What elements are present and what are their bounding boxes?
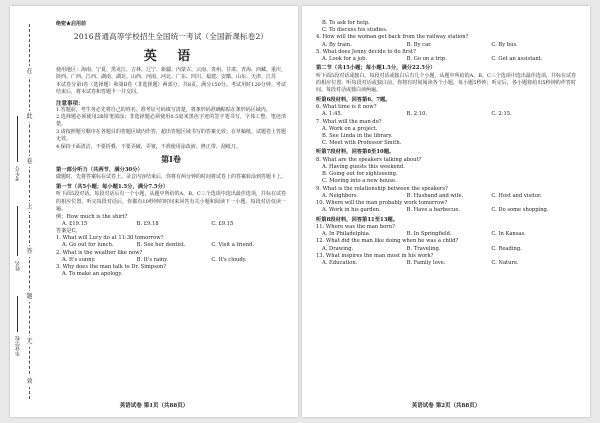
option: A. Neighbors. <box>322 192 359 199</box>
exam-number-field-label: 考生号 <box>15 166 21 181</box>
name-field-label: 姓名 <box>15 261 21 271</box>
option: A. Having guests this weekend. <box>322 164 405 171</box>
section-heading: 第二节（共15小题；每小题1.5分，满分22.5分） <box>316 65 436 72</box>
option: A. £19.15 <box>62 220 88 227</box>
option: B. Go on a trip. <box>406 56 447 63</box>
notice-item: 3.请按照题号顺序在各题目的答题区域内作答，超出答题区域书写的答案无效；在草稿纸、试题卷上答题无效。 <box>56 128 286 143</box>
question-6-options <box>316 111 576 118</box>
binding-char: 题 <box>26 293 33 300</box>
binding-char: 卷 <box>26 158 33 165</box>
question-11-options <box>316 231 576 238</box>
question-9: 9. What is the relationship between the speakers? <box>316 185 448 192</box>
section-description: 听下面5段对话。每段对话后有一个小题，从题中所给的A、B、C三个选项中选出最佳选项，并标在试卷的相应位置。听完每段对话后，你都有10秒钟的时间来回答有关小题和阅读下一小题。每段对话仅读一遍。 <box>56 191 286 213</box>
section-description: 听下面5段对话或独白。每段对话或独白后有几个小题，从题中所给的A、B、C三个选项中选出最佳选项，并标在试卷的相应位置。听每段对话或独白前，你将有时间阅读各个小题，每小题5秒钟；听完后，各小题将给出5秒钟的作答时间。每段对话或独白读两遍。 <box>316 72 576 94</box>
question-4: 4. How will the woman get back from the railway station? <box>316 34 469 41</box>
question-5-options <box>316 56 576 63</box>
binding-char: 答 <box>26 248 33 255</box>
exam-title: 2016普通高等学校招生全国统一考试（全国新课标卷2） <box>73 32 269 41</box>
option: A. Work in his garden. <box>322 207 381 214</box>
option: C. 2:15. <box>491 111 512 118</box>
notice-item: 1.答题前，考生务必先将自己的姓名、准考证号码填写清楚，将条形码准确粘贴在条形码区域内。 <box>56 106 271 113</box>
option: A. It's sunny. <box>62 256 96 263</box>
option: C. By bus. <box>491 41 518 48</box>
section-heading: 第一节（共5小题；每小题1.5分，满分7.5分） <box>56 183 169 190</box>
name-field-line <box>17 206 18 256</box>
part-title: 第Ⅰ卷 <box>161 154 181 165</box>
exam-page-1 <box>10 6 298 417</box>
question-12: 12. What did the man like doing when he was a child? <box>316 238 459 245</box>
question-13-options <box>316 260 576 267</box>
option: A. Look for a job. <box>322 56 368 63</box>
binding-char: 上 <box>26 203 33 210</box>
question-2: 2. What is the weather like now? <box>56 249 143 256</box>
option: C. Reading. <box>491 245 522 252</box>
option: B. Traveling. <box>406 245 441 252</box>
question-4-options <box>316 42 576 49</box>
option: C. It's cloudy. <box>211 256 247 263</box>
option: A. Drawing. <box>322 245 354 252</box>
binding-char: 无 <box>26 338 33 345</box>
example-question: 例：How much is the shirt? <box>56 213 128 220</box>
example-options <box>56 221 286 228</box>
option: B. By car. <box>406 41 432 48</box>
question-3: 3. Why does the man talk to Dr. Simpson? <box>56 263 167 270</box>
school-field-label: 毕业学校 <box>15 336 21 356</box>
option: A. By train. <box>322 41 352 48</box>
notice-heading: 注意事项： <box>56 100 84 107</box>
binding-char: 此 <box>26 113 33 120</box>
option: A. Go out for lunch. <box>62 242 114 249</box>
question-9-options <box>316 193 576 200</box>
page-footer: 英语试卷 第1页（共88页） <box>119 403 189 409</box>
option: B. In Springfield. <box>406 231 452 238</box>
option: C. In Kansas. <box>491 231 526 238</box>
regions-text: 使用地区：海南、宁夏、黑龙江、吉林、辽宁、新疆、内蒙古、云南、贵州、甘肃、青海、西藏、重庆、陕西、广西、江西、湖南、湖北、山西、河南、河北、广东、四川、福建、安徽、山东、天津、江苏 <box>56 67 287 81</box>
example-answer: 答案是C。 <box>56 227 81 234</box>
option: C. Moving into a new house. <box>322 178 397 185</box>
question-10-options <box>316 207 576 214</box>
option: B. Going out for sightseeing. <box>322 171 398 178</box>
option: B. Have a barbecue. <box>406 207 461 214</box>
option: B. See Linda in the library. <box>322 133 393 140</box>
option: B. £9.18 <box>136 220 159 227</box>
question-5: 5. What does Jenny decide to do first? <box>316 48 416 55</box>
section-description: 做题时，先将答案标在试卷上。录音内容结束后，你将有两分钟的时间将试卷上的答案转涂到答题卡上。 <box>56 174 287 181</box>
option: C. Get an assistant. <box>491 56 543 63</box>
question-7: 7. What will the man do? <box>316 118 382 125</box>
binding-char: 效 <box>26 378 33 385</box>
question-10: 10. Where will the man probably work tomorrow? <box>316 200 448 207</box>
exam-page-2 <box>302 6 590 417</box>
option: C. Nature. <box>491 259 519 266</box>
exam-number-field-line <box>17 116 18 162</box>
material-heading: 听第6段材料，回答第6、7题。 <box>316 96 391 103</box>
option: A. Education. <box>322 259 358 266</box>
option: B. Husband and wife. <box>406 192 464 199</box>
material-heading: 听第7段材料，回答第8至10题。 <box>316 149 395 156</box>
option: C. Host and visitor. <box>491 192 542 199</box>
option: A. To make an apology. <box>62 271 123 278</box>
option: A. Work on a project. <box>322 125 378 132</box>
question-2-options <box>56 257 286 264</box>
option: B. See her dentist. <box>136 242 186 249</box>
section-heading: 第一部分听力（共两节，满分30分） <box>56 167 143 174</box>
option: A. In Philadelphia. <box>322 231 371 238</box>
option: C. £9.15 <box>211 220 234 227</box>
school-field-line <box>17 296 18 332</box>
notice-item: 4.保持卡面清洁，不要折叠、不要弄破、弄皱，不准使用涂改液、修正带、刮纸刀。 <box>56 143 241 150</box>
option: C. Visit a friend. <box>211 242 254 249</box>
question-13: 13. What inspires the man most in his work? <box>316 252 434 259</box>
page-2-content <box>316 20 576 267</box>
question-1-options <box>56 242 286 249</box>
question-12-options <box>316 246 576 253</box>
question-1: 1. What will Lucy do at 11:30 tomorrow? <box>56 235 164 242</box>
option: B. 2:10. <box>406 111 428 118</box>
secret-label: 绝密★启用前 <box>56 21 87 27</box>
question-8: 8. What are the speakers talking about? <box>316 156 422 163</box>
binding-char: 在 <box>26 68 33 75</box>
option: A. 1:45. <box>322 111 343 118</box>
question-11: 11. Where was the man born? <box>316 223 395 230</box>
option: B. To ask for help. <box>322 20 370 26</box>
intro-text: 本试卷分第Ⅰ卷（选择题）和第Ⅱ卷（非选择题）两部分，共8页。满分150分。考试用时120分钟。考试结束后，将本试卷和答题卡一并交回。 <box>56 81 286 96</box>
subject-title: 英 语 <box>143 49 199 64</box>
option: C. Do some shopping. <box>491 207 549 214</box>
binding-strip <box>10 6 50 417</box>
option: B. Family love. <box>406 259 446 266</box>
option: C. Meet with Professor Smith. <box>322 140 402 147</box>
material-heading: 听第8段材料，回答第11至13题。 <box>316 216 398 223</box>
option: C. To discuss his studies. <box>322 27 388 34</box>
page-footer: 英语试卷 第2页（共88页） <box>411 403 481 409</box>
option: B. It's rainy. <box>136 256 169 263</box>
question-6: 6. What time is it now? <box>316 104 377 111</box>
notice-item: 2.选择题必须使用2B铅笔填涂；非选择题必须使用0.5毫米黑色字迹的签字笔书写，字体工整、笔迹清楚。 <box>56 114 286 128</box>
page-1-content <box>56 20 286 278</box>
